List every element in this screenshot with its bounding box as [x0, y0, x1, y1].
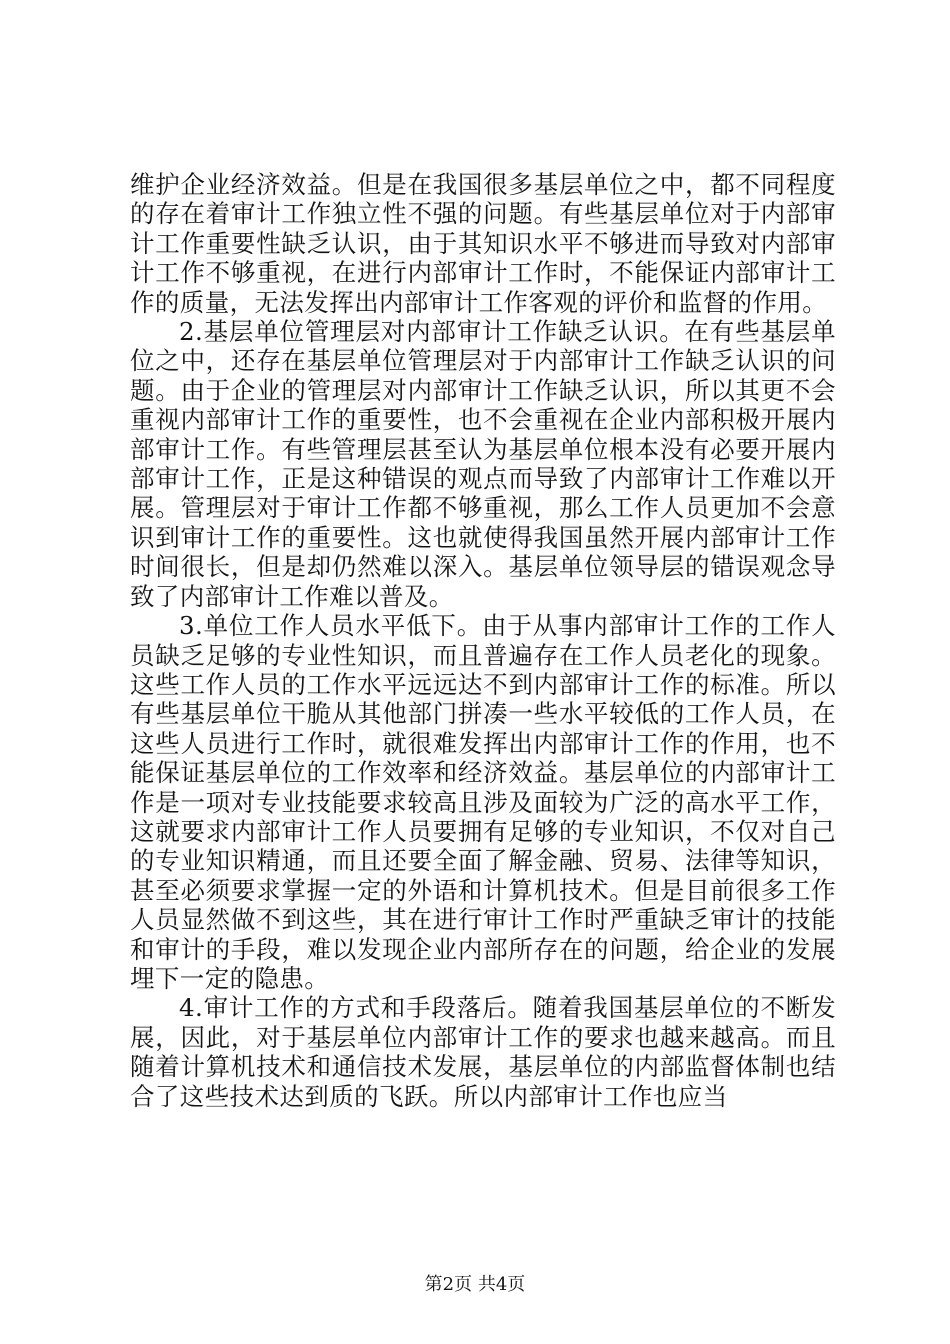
- document-body: [130, 170, 836, 1111]
- paragraph-item-3: 3.单位工作人员水平低下。由于从事内部审计工作的工作人员缺乏足够的专业性知识，而且普遍存在工作人员老化的现象。这些工作人员的工作水平远远达不到内部审计工作的标准。所以有些基层单位干脆从其他部门拼凑一些水平较低的工作人员，在这些人员进行工作时，就很难发挥出内部审计工作的作用，也不能保证基层单位的工作效率和经济效益。基层单位的内部审计工作是一项对专业技能要求较高且涉及面较为广泛的高水平工作，这就要求内部审计工作人员要拥有足够的专业知识，不仅对自己的专业知识精通，而且还要全面了解金融、贸易、法律等知识，甚至必须要求掌握一定的外语和计算机技术。但是目前很多工作人员显然做不到这些，其在进行审计工作时严重缺乏审计的技能和审计的手段，难以发现企业内部所存在的问题，给企业的发展埋下一定的隐患。: [130, 611, 836, 993]
- page-number-footer: 第2页 共4页: [424, 1274, 526, 1295]
- paragraph-continuation: 维护企业经济效益。但是在我国很多基层单位之中，都不同程度的存在着审计工作独立性不强的问题。有些基层单位对于内部审计工作重要性缺乏认识，由于其知识水平不够进而导致对内部审计工作不够重视，在进行内部审计工作时，不能保证内部审计工作的质量，无法发挥出内部审计工作客观的评价和监督的作用。: [130, 170, 836, 317]
- paragraph-item-2: 2.基层单位管理层对内部审计工作缺乏认识。在有些基层单位之中，还存在基层单位管理层对于内部审计工作缺乏认识的问题。由于企业的管理层对内部审计工作缺乏认识，所以其更不会重视内部审计工作的重要性，也不会重视在企业内部积极开展内部审计工作。有些管理层甚至认为基层单位根本没有必要开展内部审计工作，正是这种错误的观点而导致了内部审计工作难以开展。管理层对于审计工作都不够重视，那么工作人员更加不会意识到审计工作的重要性。这也就使得我国虽然开展内部审计工作时间很长，但是却仍然难以深入。基层单位领导层的错误观念导致了内部审计工作难以普及。: [130, 317, 836, 611]
- paragraph-item-4: 4.审计工作的方式和手段落后。随着我国基层单位的不断发展，因此，对于基层单位内部审计工作的要求也越来越高。而且随着计算机技术和通信技术发展，基层单位的内部监督体制也结合了这些技术达到质的飞跃。所以内部审计工作也应当: [130, 993, 836, 1111]
